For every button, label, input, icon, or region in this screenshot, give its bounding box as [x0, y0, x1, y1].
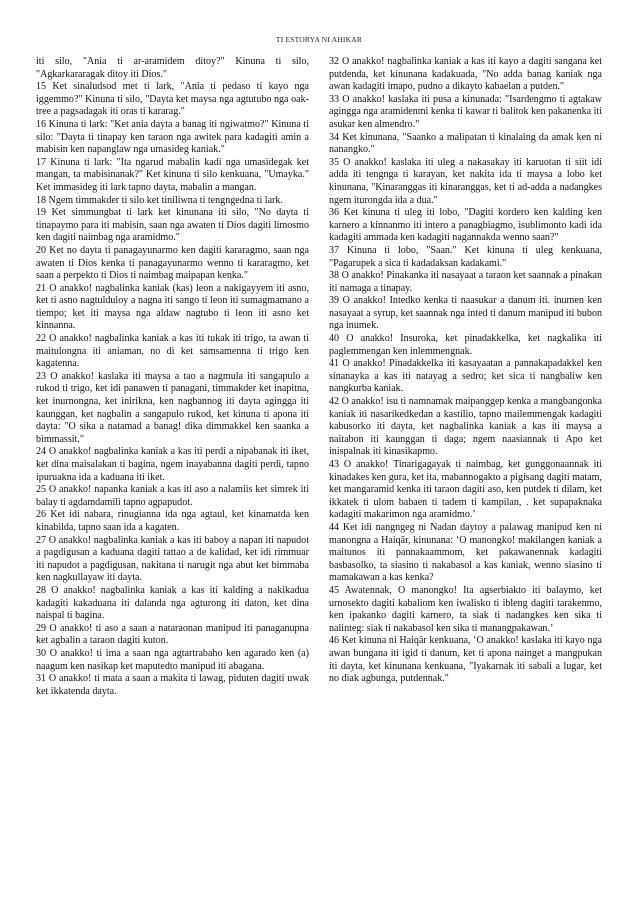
paragraph: iti silo, "Ania ti ar-aramidem ditoy?" Kinuna ti silo, "Agkarkararagak ditoy iti Dios."	[36, 56, 309, 80]
paragraph: 40 O anakko! Insuroka, ket pinadakkelka, ket nagkalika iti paglemmengan ken inlemmengnak.	[329, 333, 602, 357]
paragraph: 37 Kinuna ti lobo, "Saan." Ket kinuna ti uleg kenkuana, "Pagarupek a sica ti kadadaksan kadakami."	[329, 244, 602, 269]
paragraph: 23 O anakko! kaslaka iti maysa a tao a nagmula iti sangapulo a rukod ti trigo, ket idi panawen ti panagani, timmakder ket inapitna, ket inurnongna, ket inirikna, ken nagbannog iti dayta agingga iti kaunggan, ket nagbalin a sangapulo rukod, ket kinuna ti apona iti dayta: "O sika a natamad a banag! dika dimmakkel ken saanka a bimmassit."	[36, 370, 309, 445]
paragraph: 16 Kinuna ti lark: "Ket ania dayta a banag iti ngiwatmo?" Kinuna ti silo: "Dayta ti tinapay ken taraon nga awitek para kadagiti amin a mabisin ken napanglaw nga umasideg kaniak."	[36, 118, 309, 156]
paragraph: 25 O anakko! napanka kaniak a kas iti aso a nalamiis ket simrek iti balay ti agdamdamili tapno agpapudot.	[36, 484, 309, 508]
paragraph: 22 O anakko! nagbalinka kaniak a kas iti tukak iti trigo, ta awan ti maitulongna iti aniaman, no di ket samsamenna ti trigo ken kagatenna.	[36, 333, 309, 370]
paragraph: 28 O anakko! nagbalinka kaniak a kas iti kalding a nakikadua kadagiti kakaduana iti dalanda nga agturong iti daton, ket dina naispal ti bagina.	[36, 584, 309, 622]
left-column	[36, 56, 309, 698]
paragraph: 46 Ket kinuna ni Haiqâr kenkuana, ‘O anakko! kaslaka iti kayo nga awan bungana iti igid ti danum, ket ti apona nainget a mangpukan iti dayta, ket kinunana kenkuana, "Iyakarnak iti sabali a lugar, ket no diak agbunga, putdennak."	[329, 635, 602, 685]
paragraph: 26 Ket idi nabara, rinugianna ida nga agtaul, ket kinamatda ken kinabilda, tapno saan ida a kagaten.	[36, 509, 309, 533]
paragraph: 19 Ket simmungbat ti lark ket kinunana iti silo, "No dayta ti tinapaymo para iti mabisin, saan nga awaten ti Dios dagiti limosmo ken dagiti naimbag nga aramidmo."	[36, 207, 309, 244]
paragraph: 41 O anakko! Pinadakkelka iti kasayaatan a pannakapadakkel ken sinanayka a kas iti natayag a sedro; ket sica ti nangbaliw ken nangkurba kaniak.	[329, 358, 602, 395]
paragraph: 15 Ket sinaludsod met ti lark, "Ania ti pedaso ti kayo nga iggemmo?" Kinuna ti silo, "Dayta ket maysa nga agtutubo nga oak-tree a pagsadagak iti oras ti kararag."	[36, 81, 309, 118]
paragraph: 17 Kinuna ti lark: "Ita ngarud mabalin kadi nga umasidegak ket mangan, ta mabisinanak?" Ket kinuna ti silo kenkuana, "Umayka." Ket immasideg iti lark tapno dayta, mabalin a mangan.	[36, 156, 309, 193]
paragraph: 30 O anakko! ti ima a saan nga agtartrabaho ken agarado ken (a) naagum ken nasikap ket maputedto manipud iti abagana.	[36, 647, 309, 672]
paragraph: 38 O anakko! Pinakanka iti nasayaat a taraon ket saannak a pinakan iti namaga a tinapay.	[329, 270, 602, 294]
paragraph: 32 O anakko! nagbalinka kaniak a kas iti kayo a dagiti sangana ket putdenda, ket kinunana kadakuada, "No adda banag kaniak nga awan kadagiti imapo, pudno a dikayto kabaelan a putden."	[329, 56, 602, 93]
paragraph: 43 O anakko! Tinarigagayak ti naimbag, ket gunggonaannak iti kinadakes ken gura, ket ita, mabannogakto a pigisang dagiti matam, ket mangaramid kenka iti taraon dagiti aso, ken putdek ti dilam, ket ikkatek ti ulom babaen ti tadem ti kampilan, . ket supapaknaka kadagiti makarimon nga aramidmo.’	[329, 459, 602, 521]
paragraph: 44 Ket idi nangngeg ni Nadan daytoy a palawag manipud ken ni manongna a Haiqâr, kinunana: ‘O manongko! makilangen kaniak a maitunos iti pannakaammom, ket pakawanennak kadagiti basbasolko, ta siasino ti nakabasol a kas kaniak, wenno siasino ti mamakawan a kas kenka?	[329, 521, 602, 584]
paragraph: 34 Ket kinunana, "Saanko a malipatan ti kinalaing da amak ken ni nanangko."	[329, 131, 602, 156]
paragraph: 20 Ket no dayta ti panagayunarmo ken dagiti kararagmo, saan nga awaten ti Dios kenka ti panagayunarmo wenno ti kararagmo, ket saan a perpekto ti Dios ti naimbag maipapan kenka."	[36, 244, 309, 282]
running-header: TI ESTORYA NI AHIKAR	[275, 35, 363, 44]
paragraph: 18 Ngem timmakder ti silo ket tiniliwna ti tengngedna ti lark.	[36, 194, 283, 206]
paragraph: 27 O anakko! nagbalinka kaniak a kas iti baboy a napan iti napudot a pagdigusan a kaduana dagiti tattao a de kalidad, ket idi rimmuar iti napudot a pagdigusan, nakitana ti narugit nga abut ket bimmaba ken nagkullayaw iti dayta.	[36, 534, 309, 584]
paragraph: 31 O anakko! ti mata a saan a makita ti lawag, piduten dagiti uwak ket ikkatenda dayta.	[36, 673, 309, 697]
paragraph: 42 O anakko! isu ti namnamak maipanggep kenka a mangbangonka kaniak iti nasarikedkedan a kastilio, tapno mailemmengak kadagiti kabusorko iti dayta, ket nagbalinka kaniak a kas iti maysa a naitabon iti kaunggan ti daga; ngem naasiannak ti Apo ket inispalnak iti kinasikapmo.	[329, 396, 602, 458]
paragraph: 36 Ket kinuna ti uleg iti lobo, "Dagiti kordero ken kalding ken karnero a kinnanmo iti intero a panagbiagmo, isublimonto kadi ida kadagiti ammada ken kadagiti nagannakda wenno saan?"	[329, 207, 602, 244]
paragraph: 33 O anakko! kaslaka iti pusa a kinunada: "Isardengmo ti agtakaw agingga nga aramidenmi kenka ti kawar ti balitok ken pakanenka iti asukar ken almendro."	[329, 93, 602, 130]
paragraph: 21 O anakko! nagbalinka kaniak (kas) leon a nakigayyem iti asno, ket ti asno nagtulduloy a nagna iti sango ti leon iti sumagmamano a tiempo; ket iti maysa nga aldaw nagtubo ti leon iti asno ket kinnanna.	[36, 282, 309, 332]
paragraph: 24 O anakko! nagbalinka kaniak a kas iti perdi a nipabanak iti iket, ket dina maisalakan ti bagina, ngem inayabanna dagiti perdi, tapno ipuruakna ida a kaduana iti iket.	[36, 446, 309, 483]
paragraph: 35 O anakko! kaslaka iti uleg a nakasakay iti karuotan ti siit idi adda iti tengnga ti karayan, ket nakita ida ti maysa a lobo ket kinunana, "Kinaranggas iti kinaranggas, ket ti ad-adda a nadangkes ngem iturongda ida a dua."	[329, 156, 602, 206]
paragraph: 39 O anakko! Intedko kenka ti naasukar a danum iti. inumen ken nasayaat a syrup, ket saannak nga inted ti danum manipud iti bubon nga inumek.	[329, 295, 602, 332]
paragraph: 29 O anakko! ti aso a saan a nataraonan manipud iti panaganupna ket agbalin a taraon dagiti kuton.	[36, 622, 309, 647]
paragraph: 45 Awatennak, O manongko! Ita agserbiakto iti balaymo, ket urnosekto dagiti kabaliom ken iwalisko ti ibleng dagiti tarakenmo, ken ipakanko dagiti karnero, ta siak ti nadangkes ken sika ti nalinteg: siak ti nakabasol ken sika ti manangpakawan.’	[329, 584, 602, 634]
right-column	[329, 56, 602, 686]
